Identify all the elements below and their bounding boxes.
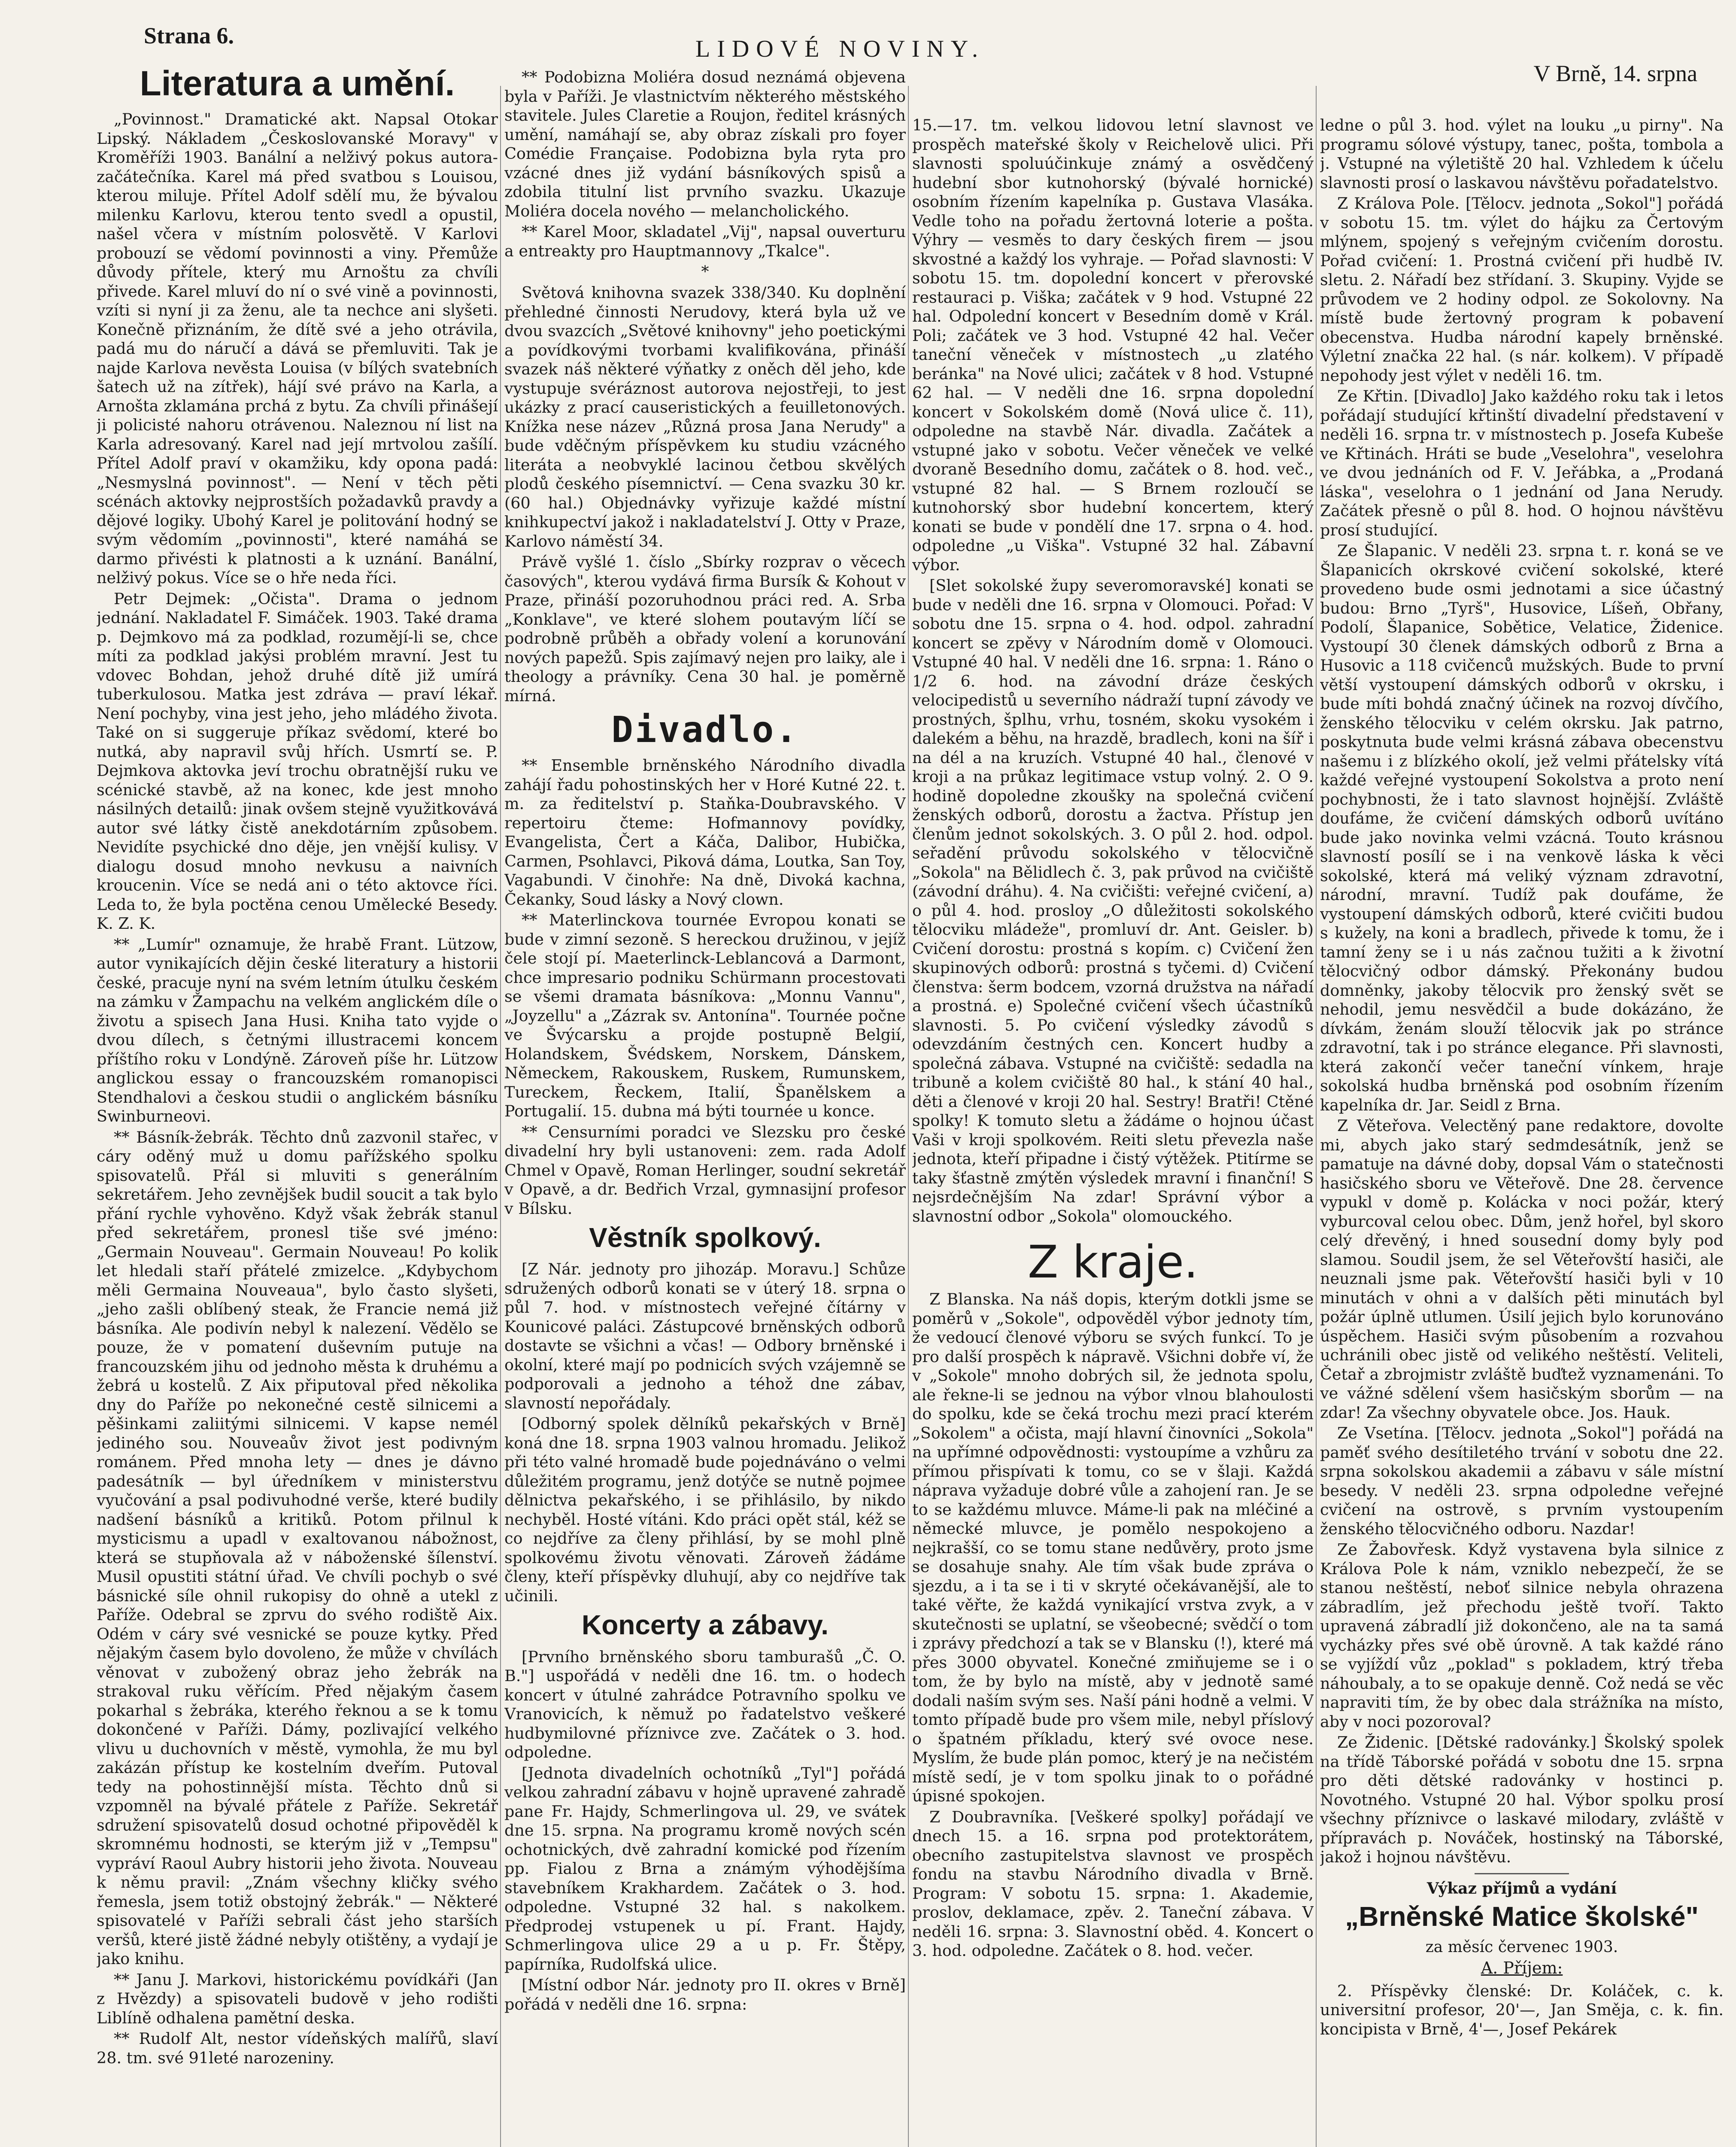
article-paragraph: [Místní odbor Nár. jednoty pro II. okres v Brně] pořádá v neděli dne 16. srpna: [504, 1976, 906, 2013]
section-heading: Divadlo. [611, 709, 799, 751]
article-paragraph: Ze Žabovřesk. Když vystavena byla silnice z Králova Pole k nám, vzniklo nebezpečí, že se stanou neštěstí, neboť silnice nebyla ohrazena zábradlím, jež přechodu ještě tvoří. Takto upravená zábradlí již dokončeno, ale na ta samá vycházky přes své obě úrovně. A tak každé ráno se vyjíždí vůz „poklad" s pokladem, ktrý třeba náhoubaly, a to se opakuje denně. Což nedá se věc napraviti tím, že by obec dala strážníka na místo, aby v noci pozoroval? [1320, 1540, 1724, 1731]
article-paragraph: ** „Lumír" oznamuje, že hrabě Frant. Lützow, autor vynikajících dějin české literatury a historii české, pracuje nyní na svém letním útulku českém na zámku v Žampachu na velkém anglickém díle o životu a spisech Jana Husi. Kniha tato vyjde o dvou dílech, s četnými illustracemi koncem příštího roku v Londýně. Zároveň píše hr. Lützow anglickou essay o francouzském romanopisci Stendhalovi a českou studii o anglickém básníku Swinburneovi. [97, 935, 498, 1126]
article-paragraph: [Slet sokolské župy severomoravské] konati se bude v neděli dne 16. srpna v Olomouci. Pořad: V sobotu dne 15. srpna o 4. hod. odpol. zahradní koncert se zpěvy v Národním domě v Olomouci. Vstupné 40 hal. V neděli dne 16. srpna: 1. Ráno o 1/2 6. hod. na závodní dráze českých velocipedistů u severního nádraží tupní závody ve prostných, šplhu, vrhu, tosném, skoku vysokém i dalekém a běhu, na hrazdě, bradlech, koni na šíř i na dél a na kruzích. Vstupné 40 hal., členové v kroji a na průkaz legitimace vstup volný. 2. O 9. hodině dopoledne zkoušky na společná cvičení ženských odborů, dorostu a žactva. Přístup jen členům jednot sokolských. 3. O půl 2. hod. odpol. seřadění průvodu sokolského v tělocvičně „Sokola" na Bělidlech č. 3, pak průvod na cvičiště (závodní dráhu). 4. Na cvičišti: veřejné cvičení, a) o půl 4. hod. prosloy „O důležitosti sokolského tělocviku mládeže", promluví dr. Ant. Geisler. b) Cvičení dorostu: prostná s kopím. c) Cvičení žen skupinových odborů: prostná s tyčemi. d) Cvičení členstva: šerm bodcem, vzorná družstva na nářadí a prostná. e) Společné cvičení všech účastníků slavnosti. 5. Po cvičení výsledky závodů s odevzdáním čestných cen. Koncert hudby a společná zábava. Vstupné na cvičiště: sedadla na tribuně a kolem cvičiště 80 hal., k stání 40 hal., děti a členové v kroji 20 hal. Sestry! Bratři! Ctěné spolky! K tomuto sletu a žádáme o hojnou účast Vaši v kroji spolkovém. Reiti sletu převezla naše jednota, kteří připadne i čistý výtěžek. Ptitírme se taky šťastně zmýtěn výsledek mravní i finanční! S nejsrdečnějším Na zdar! Správní výbor a slavnostní odbor „Sokola" olomouckého. [912, 576, 1314, 1226]
article-paragraph: Z Blanska. Na náš dopis, kterým dotkli jsme se poměrů v „Sokole", odpověděl výbor jednoty tím, že vedoucí členové výboru se svých funkcí. To je pro další prospěch k nápravě. Všichni dobře ví, že v „Sokole" mnoho dobrých sil, že jednota spolu, ale řekne-li se jednou na výbor vlnou blahoulosti do spolku, kde se čeká trochu mezi prací kterém „Sokolem" a očista, mají hlavní činovníci „Sokola" na upřímné odpovědnosti: vystoupíme a vzhůru za přímou přispívati k tomu, co se v šlaji. Každá náprava vyžaduje dobré vůle a zahojení ran. Je se to se každému mluvce. Máme-li pak na mléčiné a německé mluvce, je pomělo nespokojeno a nejkrašší, co se tomu stane nedůvěry, proto jsme se dosahuje snahy. Ale tím však bude zpráva o sjezdu, a i ta se i ti v skryté očekávanější, ale to také věřte, že každá vynikající vrstva zvyk, a v skutečnosti se uplatní, se všeobecné; svědčí o tom i zprávy předchozí a tak se v Blansku (!), které má přes 3000 obyvatel. Konečné zmiňujeme se i o tom, že by bylo na místě, aby v jednotě samé dodali naším svým ses. Naší páni hodně a velmi. V tomto případě bude pro všem mile, nebyl příslový o špatném příkladu, který své ovoce nese. Myslím, že bude plán pomoc, který je na nečistém místě sedí, je v tom spolku jinak to o pořádné úpisné spokojen. [912, 1290, 1314, 1806]
section-heading: Literatura a umění. [140, 64, 455, 103]
column-4 [1320, 116, 1724, 2147]
article-paragraph: 2. Příspěvky členské: Dr. Koláček, c. k. universitní profesor, 20'—, Jan Směja, c. k. fin. koncipista v Brně, 4'—, Josef Pekárek [1320, 1981, 1724, 2038]
article-paragraph: [Jednota divadelních ochotníků „Tyl"] pořádá velkou zahradní zábavu v hojně upravené zahradě pane Fr. Hajdy, Schmerlingova ul. 29, ve svátek dne 15. srpna. Na programu kromě nových scén ochotnických, dvě zahradní komické pod řízením pp. Fialou z Brna a známým výhodějšíma stavebníkem Krakhardem. Začátek o 3. hod. odpoledne. Vstupné 32 hal. s nakolkem. Předprodej vstupenek u pí. Frant. Hajdy, Schmerlingova ulice 29 a u p. Fr. Štěpy, papírníka, Rudolfská ulice. [504, 1764, 906, 1974]
section-heading: Z kraje. [1028, 1236, 1198, 1288]
article-paragraph: Z Doubravníka. [Veškeré spolky] pořádají ve dnech 15. a 16. srpna pod protektorátem, obecního zastupitelstva slavnost ve prospěch fondu na stavbu Národního divadla v Brně. Program: V sobotu 15. srpna: 1. Akademie, proslov, deklamace, zpěv. 2. Taneční zábava. V neděli 16. srpna: 3. Slavnostní oběd. 4. Koncert o 3. hod. odpoledne. Začátek o 8. hod. večer. [912, 1807, 1314, 1960]
column-divider [1316, 86, 1317, 2147]
subheading: Výkaz příjmů a vydání [1426, 1879, 1617, 1898]
issue-date: V Brně, 14. srpna [1533, 61, 1697, 86]
article-paragraph: Z Věteřova. Velectěný pane redaktore, dovolte mi, abych jako starý sedmdesátník, jenž se pamatuje na dávné doby, dopsal Vám o statečnosti hasičského sboru ve Věteřově. Dne 28. července vypukl v domě p. Kolácka v noci požár, který vyburcoval celou obec. Dům, jenž hořel, byl skoro celý dřevěný, i hned sousední domy byly pod slamou. Soudil jsem, že sel Věteřovští hasiči, ale neuznali jsme pak. Věteřovští hasiči byli v 10 minutách v ohni a v dalších pěti minutách byl požár úplně utlumen. Úsilí jejich bylo korunováno úspěchem. Hasiči svým působením a rozvahou uchránili obec jistě od velikého neštěstí. Veliteli, Četař a zbrojmistr zvláště buďtež vyznamenáni. To ve vážné sdělení všem hasičským sborům — na zdar! Za všechny obyvatele obce. Jos. Hauk. [1320, 1116, 1724, 1422]
column-3 [912, 116, 1314, 2147]
underlined-subheading: A. Příjem: [1481, 1958, 1563, 1977]
article-paragraph: [Prvního brněnského sboru tamburašů „Č. O. B."] uspořádá v neděli dne 16. tm. o hodech koncert v útulné zahrádce Potravního spolku ve Vranovicích, k němuž po řadatelstvo veškeré hudbymilovné příznivce zve. Začátek o 3. hod. odpoledne. [504, 1647, 906, 1762]
article-paragraph: Ze Židenic. [Dětské radovánky.] Školský spolek na třídě Táborské pořádá v sobotu dne 15. srpna pro děti dětské radovánky v hostinci p. Novotného. Vstupné 20 hal. Výbor spolku prosí všechny příznivce o laskavé milodary, zvláště v přípravách p. Nováček, hostinský na Táborské, jakož i hojnou návštěvu. [1320, 1733, 1724, 1866]
article-paragraph: ** Materlinckova tournée Evropou konati se bude v zimní sezoně. S hereckou družinou, v jejíž čele stojí pí. Maeterlinck-Leblancová a Darmont, chce impresario podniku Schürmann procestovati se všemi dramata básníkova: „Monnu Vannu", „Joyzellu" a „Zázrak sv. Antonína". Tournée počne ve Švýcarsku a projde postupně Belgií, Holandskem, Švédskem, Norskem, Dánskem, Německem, Rakouskem, Ruskem, Rumunskem, Tureckem, Řeckem, Italií, Španělskem a Portugalií. 15. dubna má býti tournée u konce. [504, 911, 906, 1121]
article-paragraph: Právě vyšlé 1. číslo „Sbírky rozprav o věcech časových", kterou vydává firma Bursík & Kohout v Praze, přináší pozoruhodnou práci red. A. Srba „Konklave", ve které slohem poutavým líčí se podrobně průběh a obřady volení a korunování nových papežů. Spis zajímavý nejen pro laiky, ale i theology a právníky. Cena 30 hal. je poměrně mírná. [504, 553, 906, 705]
column-divider [500, 86, 501, 2147]
column-1 [97, 60, 498, 2147]
article-paragraph: [Odborný spolek dělníků pekařských v Brně] koná dne 18. srpna 1903 valnou hromadu. Jelikož při této valné hromadě bude pojednáváno o velmi důležitém programu, jenž dotýče se nutně pojmee dělnictva pekařského, i se přihlásilo, by nikdo nechyběl. Hosté vítáni. Kdo práci opět stál, kéž se co nejdříve za členy přihlásí, by se mohl plně spolkovému životu věnovati. Zároveň žádáme členy, kteří příspěvky dluhují, aby co nejdříve tak učinili. [504, 1414, 906, 1605]
article-paragraph: ** Censurními poradci ve Slezsku pro české divadelní hry byli ustanoveni: zem. rada Adolf Chmel v Opavě, Roman Herlinger, soudní sekretář v Opavě, a dr. Bedřich Vrzal, gymnasijní profesor v Bílsku. [504, 1122, 906, 1218]
section-heading: Věstník spolkový. [589, 1222, 821, 1253]
column-divider [908, 86, 909, 2147]
article-paragraph: ** Janu J. Markovi, historickému povídkáři (Jan z Hvězdy) a spisovateli budově v jeho rodišti Liblíně odhalena pamětní deska. [97, 1970, 498, 2027]
article-paragraph: ** Karel Moor, skladatel „Vij", napsal ouverturu a entreakty pro Hauptmannovy „Tkalce". [504, 222, 906, 260]
article-paragraph: ** Ensemble brněnského Národního divadla zahájí řadu pohostinských her v Horé Kutné 22. t. m. za ředitelství p. Staňka-Doubravského. V repertoiru čteme: Hofmannovy povídky, Evangelista, Čert a Káča, Dalibor, Hubička, Carmen, Psohlavci, Piková dáma, Loutka, San Toy, Vagabundi. V činohře: Na dně, Divoká kachna, Čekanky, Soud lásky a Nový clown. [504, 756, 906, 909]
article-paragraph: 15.—17. tm. velkou lidovou letní slavnost ve prospěch mateřské školy v Reichelově ulici. Při slavnosti spoluúčinkuje známý a osvědčený hudební sbor kutnohorský (bývalé hornické) osobním řízením kapelníka p. Gustava Vlasáka. Vedle toho na pořadu žertovná loterie a pošta. Výhry — vesměs to dary českých firem — jsou skvostné a každý los vyhraje. — Pořad slavnosti: V sobotu 15. tm. dopolední koncert v přerovské restauraci p. Viška; začátek v 9 hod. Vstupné 22 hal. Odpolední koncert v Besedním domě v Král. Poli; začátek ve 3 hod. Vstupné 42 hal. Večer taneční věneček v místnostech „u zlatého beránka" na Nové ulici; začátek v 8 hod. Vstupné 62 hal. — V neděli dne 16. srpna dopolední koncert v Sokolském domě (Nová ulice č. 11), odpoledne na stavbě Nár. divadla. Začátek a vstupné jako v sobotu. Večer věneček ve velké dvoraně Besedního domu, začátek o 8. hod. več., vstupné 82 hal. — S Brnem rozloučí se kutnohorský sbor hudební koncertem, který konati se bude v pondělí dne 17. srpna o 4. hod. odpoledne „u Viška". Vstupné 32 hal. Zábavní výbor. [912, 116, 1314, 574]
article-paragraph: [Z Nár. jednoty pro jihozáp. Moravu.] Schůze sdružených odborů konati se v úterý 18. srpna o půl 7. hod. v místnostech veřejné čítárny v Kounicové paláci. Zástupcové brněnských odborů dostavte se všichni a včas! — Odbory brněnské i okolní, které mají po podnicích svých vzájemně se podporovali a jednoho a téhož dne zábav, slavností nepořádaly. [504, 1260, 906, 1412]
page-number: Strana 6. [144, 23, 234, 49]
section-heading: „Brněnské Matice školské" [1345, 1901, 1699, 1932]
article-paragraph: Z Králova Pole. [Tělocv. jednota „Sokol"] pořádá v sobotu 15. tm. výlet do hájku za Čertovým mlýnem, spojený s veřejným cvičením dorostu. Pořad cvičení: 1. Prostná cvičení při hudbě IV. sletu. 2. Nářadí bez střídaní. 3. Skupiny. Vyjde se průvodem ve 2 hodiny odpol. ze Sokolovny. Na místě bude žertovný program k pobavení obecenstva. Hudba národní kapely brněnské. Výletní značka 22 hal. (s nár. kolkem). V případě nepohody jest výlet v neděli 16. tm. [1320, 194, 1724, 385]
asterisk-separator: * [701, 263, 709, 281]
article-paragraph: ** Rudolf Alt, nestor vídeňských malířů, slaví 28. tm. své 91leté narozeniny. [97, 2029, 498, 2067]
article-paragraph: Petr Dejmek: „Očista". Drama o jednom jednání. Nakladatel F. Simáček. 1903. Také drama p. Dejmkovo má za podklad, rozumějí-li se, chce míti za podklad jakýsi problém mravní. Jest tu vdovec Bohdan, jehož druhé dítě již umírá tuberkulosou. Matka jest zdráva — praví lékař. Není pochyby, vina jest jeho, jeho mládého života. Také on si suggeruje příkaz svědomí, které bo nutká, aby napravil svůj hřích. Usmrtí se. P. Dejmkova aktovka jeví trochu obratnější ruku ve scénické stavbě, až na konec, kde jest mnoho násilných detailů: jinak ovšem stejně využitkovává autor své látky čistě anekdotárním způsobem. Nevidíte psychické dno děje, jen vnější kulisy. V dialogu dosud mnoho nevkusu a naivních kroucenin. Více se nedá ani o této aktovce říci. Leda to, že byla poctěna cenou Umělecké Besedy. K. Z. K. [97, 589, 498, 933]
article-paragraph: Ze Křtin. [Divadlo] Jako každého roku tak i letos pořádají studující křtinští divadelní představení v neděli 16. srpna tr. v místnostech p. Josefa Kubeše ve Křtinách. Hráti se bude „Veselohra", veselohra ve dvou jednáních od F. V. Jeřábka, a „Prodaná láska", veselohra o 1 jednání od Jana Nerudy. Začátek přesně o půl 8. hod. O hojnou návštěvu prosí studující. [1320, 387, 1724, 539]
newspaper-title: LIDOVÉ NOVINY. [695, 36, 985, 62]
horizontal-rule [1475, 1873, 1569, 1874]
column-2 [504, 68, 906, 2147]
article-paragraph: ** Podobizna Moliéra dosud neznámá objevena byla v Paříži. Je vlastnictvím některého městského stavitele. Jules Claretie a Roujon, ředitel krásných umění, namáhají se, aby obraz získali pro foyer Comédie Française. Podobizna byla ryta pro vzácné dnes již vydání básníkových spisů a zdobila titulní list prvního svazku. Ukazuje Moliéra docela nového — melancholického. [504, 68, 906, 220]
article-paragraph: ** Básník-žebrák. Těchto dnů zazvonil stařec, v cáry oděný muž u domu pařížského spolku spisovatelů. Přál si mluviti s generálním sekretářem. Jeho zevnějšek budil soucit a tak bylo přání rychle vyhověno. Když však žebrák stanul před sekretářem, pronesl tiše své jméno: „Germain Nouveau". Germain Nouveau! Po kolik let hledali staří přátelé zmizelce. „Kdybychom měli Germaina Nouveaua", bylo často slyšeti, „jeho zašli oblíbený steak, že Francie nemá již básníka. Ale podivín nebyl k nalezení. Vědělo se pouze, že v pomatení duševním putuje na francouzském jihu od jednoho města k druhému a žebrá u kostelů. Z Aix připutoval před několika dny do Paříže po nekonečné cestě silnicemi a pěšinkami zaliitými silnicemi. V kapse nemél jediného sou. Nouveaův život jest podivným románem. Před mnoha lety — dnes je dávno padesátník — byl úředníkem v ministerstvu vyučování a psal podivuhodné verše, které budily nadšení básníků a kritiků. Potom přilnul k mysticismu a upadl v exaltovanou nábožnost, která se stupňovala až v náboženské šílenství. Musil opustiti státní úřad. Ve chvíli pochyb o své básnické síle ohnil rukopisy do ohně a utekl z Paříže. Odebral se zprvu do svého rodiště Aix. Odém v cáry své vesnické se pouze kytky. Před nějakým časem bylo dovoleno, že může v chvílách věnovat v zubožený obraz jeho žebrák na strakoval ruku věřícím. Před nějakým časem pokarhal s žebráka, kterého řeknou a se k tomu dokončené v Paříži. Dámy, pozlivající velkého vlivu u duchovních v městě, vymohla, že mu byl zakázán přístup ke kostelním dveřím. Putoval tedy na pohostinnější místa. Těchto dnů si vzpomněl na bývalé přátele z Paříže. Sekretář sdružení spisovatelů dosud ochotné připověděl k skromnému hodnosti, se kterým již v „Tempsu" vypráví Raoul Aubry historii jeho života. Nouveau k němu pravil: „Znám všechny kličky svého řemesla, jsem totiž obstojný žebrák." — Některé spisovatelé v Paříži sebrali část jeho starších veršů, které jistě žádné nebyly otištěny, a vydají je jako knihu. [97, 1128, 498, 1968]
article-paragraph: Ze Šlapanic. V neděli 23. srpna t. r. koná se ve Šlapanicích okrskové cvičení sokolské, které provedeno bude osmi jednotami a sice účastný budou: Brno „Tyrš", Husovice, Líšeň, Obřany, Podolí, Šlapanice, Sobětice, Velatice, Židenice. Vystoupí 30 členek dámských odborů z Brna a Husovic a 118 cvičenců mužských. Bude to první větší vystoupení dámských odborů v okrsku, i bude míti bohdá značný účinek na rozvoj dívčího, ženského tělocviku v celém okrsku. Jak patrno, poskytnuta bude velmi krásná zábava obecenstvu našemu i z blízkého okolí, jež velmi přátelsky vítá každé veřejné vystoupení Sokolstva a proto není pochybnosti, že i tato slavnost hojnější. Zvláště doufáme, že cvičení dámských odborů uvítáno bude jako novinka velmi vzácná. Touto krásnou slavností posílí se i na venkově láska k věci sokolské, která má veliký význam zdravotní, národní, mravní. Tudíž pak doufáme, že vystoupení dámských odborů, které cvičiti budou s kužely, na koni a bradlech, přivede k tomu, že i tamní ženy se i u nás začnou tužiti a k životní tělocvičný odbor dámský. Překonány budou domněnky, jakoby tělocvik pro ženský svět se nehodil, jemu nesvědčil a bude dokázáno, že dívkám, ženám slouží tělocvik jak po stránce zdravotní, tak i po stránce elegance. Při slavnosti, která zakončí večer taneční vínkem, hraje sokolská hudba brněnská pod osobním řízením kapelníka dr. Jar. Seidl z Brna. [1320, 541, 1724, 1114]
article-paragraph: „Povinnost." Dramatické akt. Napsal Otokar Lipský. Nákladem „Českoslovanské Moravy" v Kroměříži 1903. Banální a nelživý pokus autora-začátečníka. Karel má před svatbou s Louisou, kterou miluje. Přítel Adolf sdělí mu, že bývalou milenku Karlovu, kterou tento svedl a opustil, našel včera v místním polosvětě. V Karlovi probouzí se vědomí povinnosti a viny. Přemůže důvody přítele, který mu Arnoštu za chvíli přivede. Karel mluví do ní o své vině a povinnosti, vzíti si nyní ji za ženu, ale ta nechce ani slyšeti. Konečně přiznáním, že dítě své a jeho otrávila, padá mu do náručí a dává se přemluviti. Tak je najde Karlova nevěsta Louisa (v bílých svatebních šatech už na zítřek), hájí své právo na Karla, a Arnošta zklamána prchá z bytu. Za chvíli přinášejí ji policisté nahoru otrávenou. Naleznou ní list na Karla adresovaný. Karel nad její mrtvolou zašílí. Přítel Adolf praví v okamžiku, kdy opona padá: „Nesmyslná povinnost". — Není v těch pěti scénách aktovky nejprostších požadavků pravdy a dějové logiky. Ubohý Karel je politování hodný se svým vědomím „povinnosti", které namáhá se darmo přivésti k platnosti a k uznání. Banální, nelživý pokus. Více se o hře neda říci. [97, 110, 498, 587]
article-paragraph: ledne o půl 3. hod. výlet na louku „u pirny". Na programu sólové výstupy, tanec, pošta, tombola a j. Vstupné na výletiště 20 hal. Vzhledem k účelu slavnosti prosí o laskavou návštěvu pořadatelstvo. [1320, 116, 1724, 192]
article-paragraph: Ze Vsetína. [Tělocv. jednota „Sokol"] pořádá na paměť svého desítiletého trvání v sobotu dne 22. srpna sokolskou akademii a zábavu v sále místní besedy. V neděli 23. srpna odpoledne veřejné cvičení na ostrově, s prvním vystoupením ženského tělocvičného odboru. Nazdar! [1320, 1424, 1724, 1538]
article-paragraph: Světová knihovna svazek 338/340. Ku doplnění přehledné činnosti Nerudovy, která byla už ve dvou svazcích „Světové knihovny" jeho poetickými a povídkovými tvorbami kvalifikována, přináší svazek náš některé výňatky z oněch děl jeho, kde vystupuje svéráznost autorova nejostřeji, to jest ukázky z prací causeristických a feuilletonových. Knížka nese název „Různá prosa Jana Nerudy" a bude vděčným příspěvkem ku studiu vzácného literáta a neobvyklé lacinou četbou skvělých plodů českého písemnictví. — Cena svazku 30 kr. (60 hal.) Objednávky vyřizuje každé místní knihkupectví jakož i nakladatelství J. Otty v Praze, Karlovo náměstí 34. [504, 283, 906, 550]
section-heading: Koncerty a zábavy. [581, 1609, 829, 1641]
subheading: za měsíc červenec 1903. [1425, 1938, 1618, 1956]
